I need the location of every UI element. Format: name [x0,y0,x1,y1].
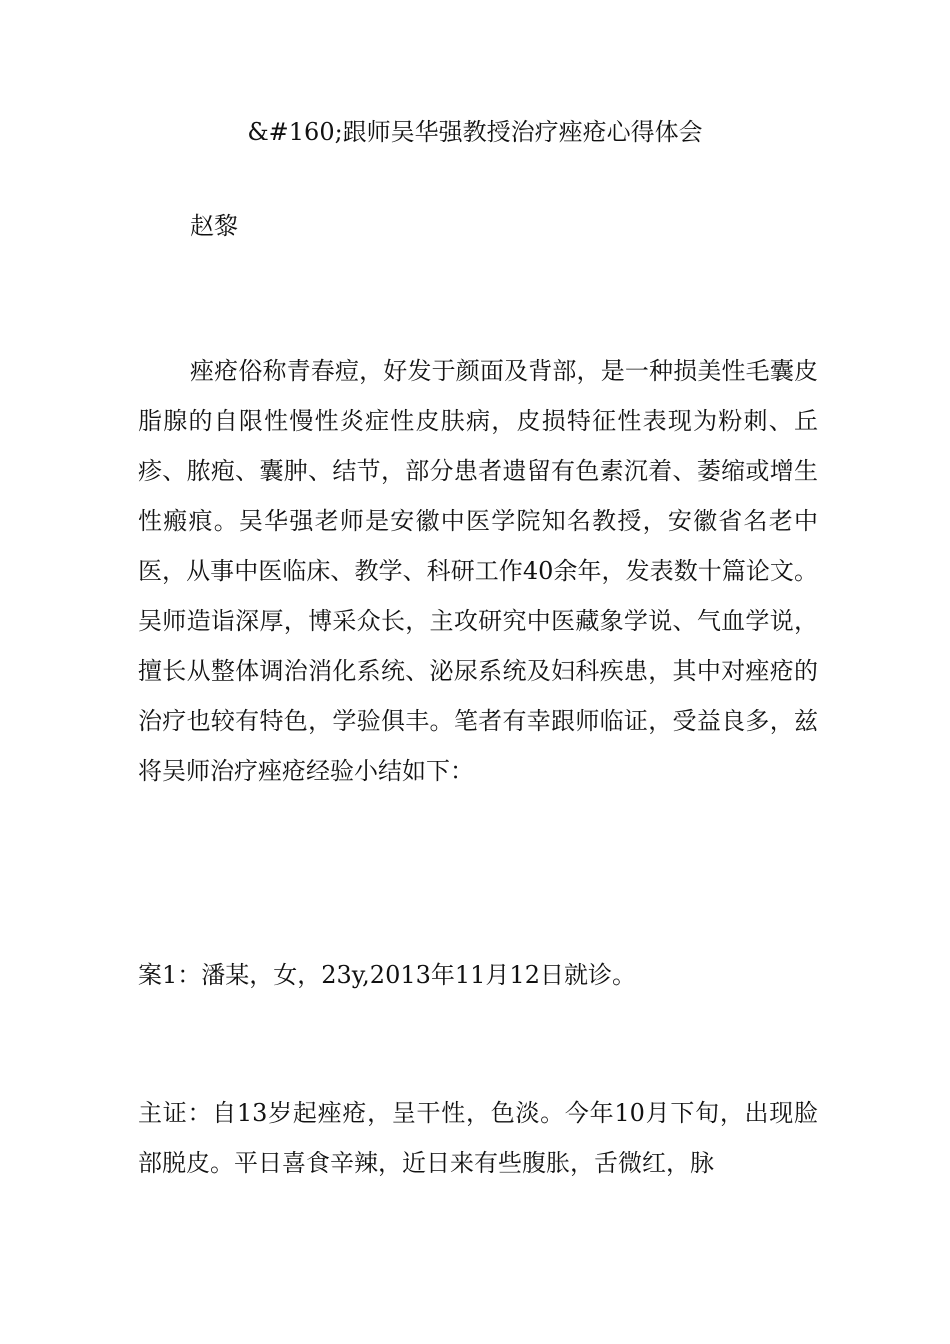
document-title: &#160;跟师吴华强教授治疗痤疮心得体会 [247,118,703,146]
case-paragraph: 案1：潘某，女，23y,2013年11月12日就诊。 [138,961,636,989]
main-symptom-paragraph: 主证：自13岁起痤疮，呈干性，色淡。今年10月下旬，出现脸部脱皮。平日喜食辛辣，近日来有些腹胀，舌微红，脉 [138,1099,818,1177]
intro-paragraph: 痤疮俗称青春痘，好发于颜面及背部，是一种损美性毛囊皮脂腺的自限性慢性炎症性皮肤病，皮损特征性表现为粉刺、丘疹、脓疱、囊肿、结节，部分患者遗留有色素沉着、萎缩或增生性瘢痕。吴华强老师是安徽中医学院知名教授，安徽省名老中医，从事中医临床、教学、科研工作40余年，发表数十篇论文。吴师造诣深厚，博采众长，主攻研究中医藏象学说、气血学说，擅长从整体调治消化系统、泌尿系统及妇科疾患，其中对痤疮的治疗也较有特色，学验俱丰。笔者有幸跟师临证，受益良多，兹将吴师治疗痤疮经验小结如下： [138,357,818,785]
author-name: 赵黎 [190,212,238,240]
